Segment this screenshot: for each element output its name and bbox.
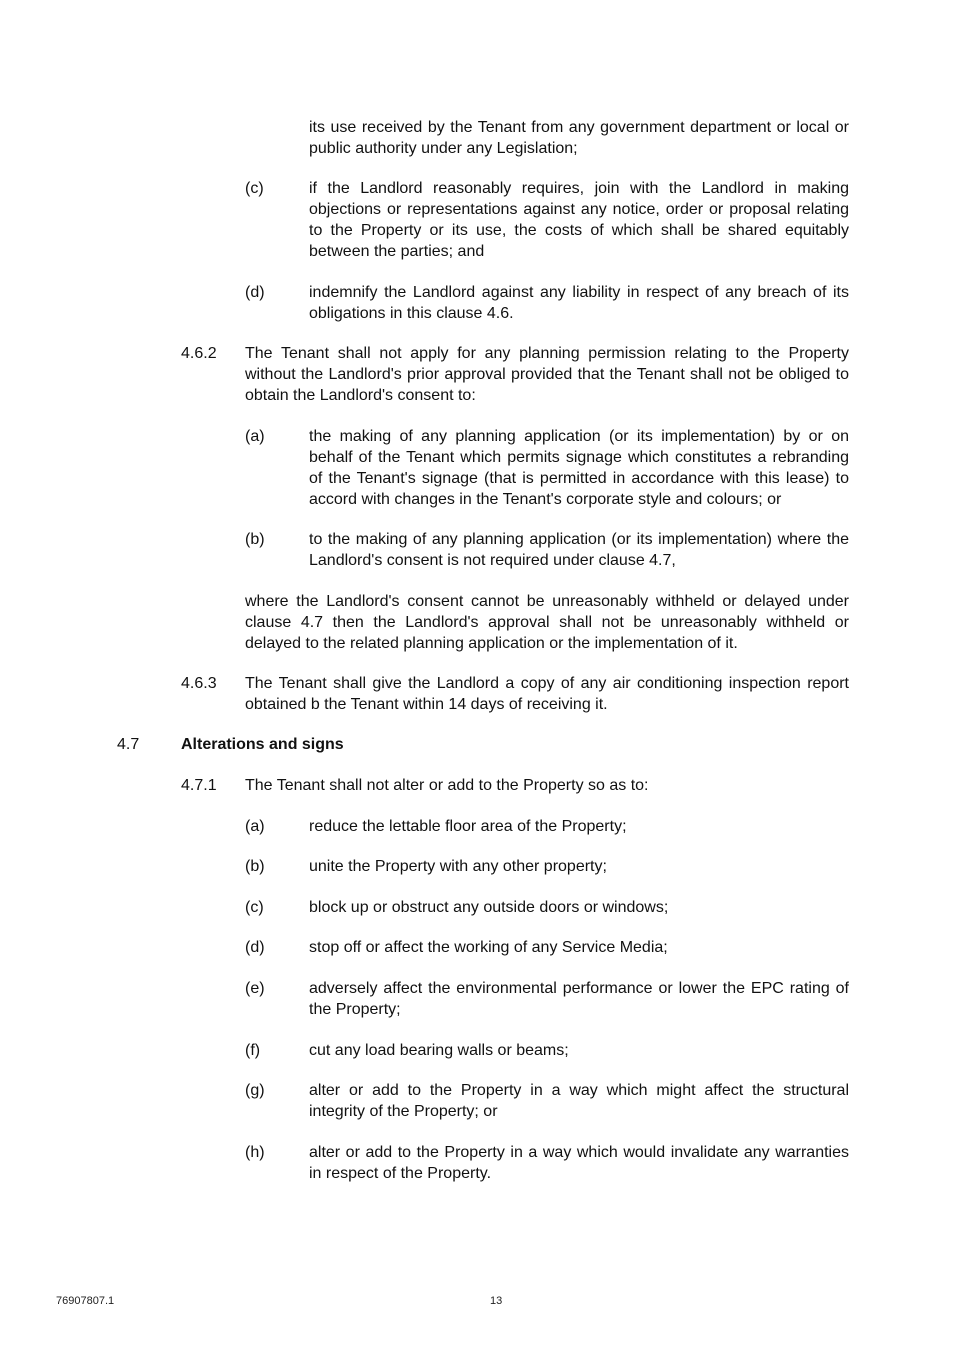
item-label: (c) <box>245 899 264 916</box>
clause-number: 4.6.2 <box>181 345 217 362</box>
clause-text: The Tenant shall not alter or add to the Property so as to: <box>245 777 649 794</box>
item-label: (b) <box>245 531 265 548</box>
clause-text: The Tenant shall not apply for any planning permission relating to the Property without the Landlord's prior approval provided that the Tenant shall not be obliged to obtain the Landlord's consent to: <box>245 345 849 404</box>
item-text: the making of any planning application (or its implementation) by or on behalf of the Tenant which permits signage which constitutes a rebranding of the Tenant's signage (that is permitted in accordance with this lease) to accord with changes in the Tenant's corporate style and colours; or <box>309 428 849 508</box>
item-label: (h) <box>245 1144 265 1161</box>
document-reference: 76907807.1 <box>56 1295 115 1307</box>
item-text: block up or obstruct any outside doors or windows; <box>309 899 669 916</box>
item-label: (e) <box>245 980 265 997</box>
item-label: (f) <box>245 1042 261 1059</box>
item-text: adversely affect the environmental performance or lower the EPC rating of the Property; <box>309 980 849 1018</box>
item-label: (a) <box>245 818 265 835</box>
item-text: to the making of any planning application (or its implementation) where the Landlord's consent is not required under clause 4.7, <box>309 531 849 569</box>
item-label: (d) <box>245 284 265 301</box>
section-heading: Alterations and signs <box>181 736 344 753</box>
item-label: (a) <box>245 428 265 445</box>
clause-number: 4.7.1 <box>181 777 217 794</box>
item-label: (g) <box>245 1082 265 1099</box>
item-text: alter or add to the Property in a way which might affect the structural integrity of the Property; or <box>309 1082 849 1120</box>
section-number: 4.7 <box>117 736 140 753</box>
item-text: indemnify the Landlord against any liability in respect of any breach of its obligations in this clause 4.6. <box>309 284 849 322</box>
page-number: 13 <box>490 1295 503 1307</box>
item-label: (b) <box>245 858 265 875</box>
item-label: (d) <box>245 939 265 956</box>
clause-number: 4.6.3 <box>181 675 217 692</box>
clause-text: The Tenant shall give the Landlord a copy of any air conditioning inspection report obtained b the Tenant within 14 days of receiving it. <box>245 675 849 713</box>
item-text: stop off or affect the working of any Service Media; <box>309 939 668 956</box>
item-text: alter or add to the Property in a way which would invalidate any warranties in respect of the Property. <box>309 1144 849 1182</box>
clause-closing-text: where the Landlord's consent cannot be unreasonably withheld or delayed under clause 4.7 then the Landlord's approval shall not be unreasonably withheld or delayed to the related planning application or the implementation of it. <box>245 593 849 652</box>
item-text: unite the Property with any other property; <box>309 858 607 875</box>
item-label: (c) <box>245 180 264 197</box>
item-text: reduce the lettable floor area of the Property; <box>309 818 627 835</box>
item-text: if the Landlord reasonably requires, join with the Landlord in making objections or representations against any notice, order or proposal relating to the Property or its use, the costs of which shall be shared equitably between the parties; and <box>309 180 849 260</box>
intro-continuation: its use received by the Tenant from any government department or local or public authority under any Legislation; <box>309 119 849 157</box>
item-text: cut any load bearing walls or beams; <box>309 1042 569 1059</box>
